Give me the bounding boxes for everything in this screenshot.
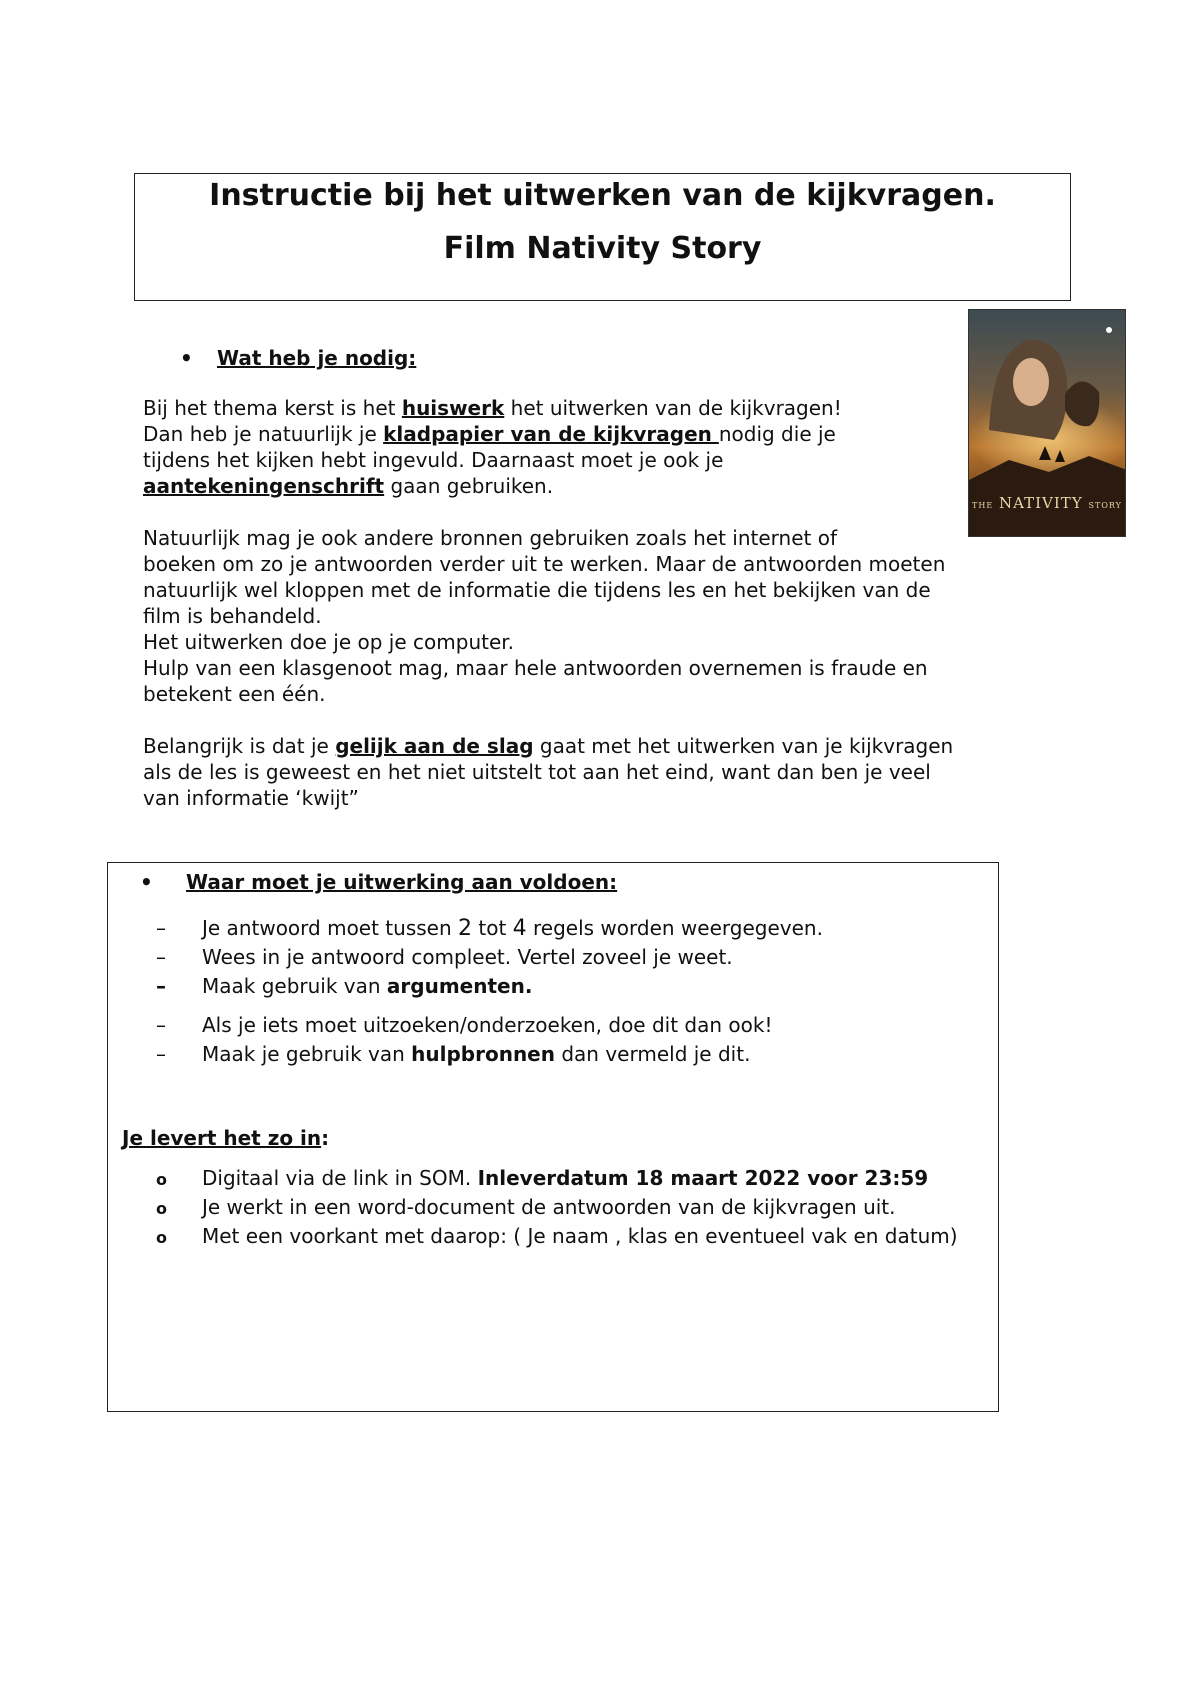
emphasis-text: gelijk aan de slag: [335, 734, 534, 758]
paragraph-line: tijdens het kijken hebt ingevuld. Daarnaast moet je ook je: [143, 448, 724, 472]
emphasis-text: argumenten.: [386, 974, 533, 998]
submission-list: [156, 1165, 976, 1252]
dash-icon: –: [156, 1042, 166, 1066]
heading-colon: :: [321, 1126, 330, 1150]
text-run: Wees in je antwoord compleet. Vertel zoveel je weet.: [202, 945, 733, 969]
paragraph-line: [143, 421, 1073, 447]
dash-icon: –: [156, 945, 166, 969]
paragraph-line: van informatie ‘kwijt”: [143, 786, 359, 810]
paragraph-line: betekent een één.: [143, 682, 326, 706]
dash-icon: –: [156, 974, 166, 998]
paragraph-line: Natuurlijk mag je ook andere bronnen gebruiken zoals het internet of: [143, 526, 838, 550]
circle-bullet-icon: o: [156, 1228, 167, 1247]
deadline-text: Inleverdatum 18 maart 2022 voor 23:59: [477, 1166, 929, 1190]
emphasis-text: hulpbronnen: [411, 1042, 555, 1066]
list-item: [156, 1041, 823, 1070]
bullet-icon: •: [140, 870, 153, 894]
text-run: regels worden weergegeven.: [526, 916, 823, 940]
list-item: [156, 1194, 976, 1220]
poster-title-the: THE: [972, 501, 994, 510]
emphasis-text: aantekeningenschrift: [143, 474, 385, 498]
list-item: [156, 1223, 976, 1249]
paragraph-line: boeken om zo je antwoorden verder uit te werken. Maar de antwoorden moeten: [143, 552, 946, 576]
text-run: Bij het thema kerst is het: [143, 396, 402, 420]
requirements-heading: [140, 869, 618, 895]
text-run: Je antwoord moet tussen: [202, 916, 459, 940]
poster-title-nativity: NATIVITY: [998, 494, 1083, 512]
text-run: dan vermeld je dit.: [555, 1042, 751, 1066]
submission-heading: [122, 1125, 329, 1151]
text-run: Met een voorkant met daarop: ( Je naam , klas en eventueel vak en datum): [202, 1224, 958, 1248]
text-run: gaan gebruiken.: [384, 474, 554, 498]
bullet-icon: •: [180, 346, 193, 370]
requirements-list: [156, 915, 823, 1070]
paragraph-line: natuurlijk wel kloppen met de informatie die tijdens les en het bekijken van de: [143, 578, 931, 602]
text-run: tot: [472, 916, 513, 940]
paragraph-line: Hulp van een klasgenoot mag, maar hele antwoorden overnemen is fraude en: [143, 656, 928, 680]
requirements-box: [107, 862, 999, 1412]
number-text: 2: [458, 916, 473, 941]
list-item: [156, 973, 823, 1002]
list-item: [156, 915, 823, 944]
text-run: Maak je gebruik van: [202, 1042, 412, 1066]
text-run: gaat met het uitwerken van je kijkvragen: [533, 734, 954, 758]
text-run: het uitwerken van de kijkvragen!: [504, 396, 842, 420]
poster-title-story: STORY: [1088, 501, 1122, 510]
text-run: Belangrijk is dat je: [143, 734, 336, 758]
circle-bullet-icon: o: [156, 1199, 167, 1218]
text-run: Digitaal via de link in SOM.: [202, 1166, 478, 1190]
section-heading: [143, 345, 1073, 375]
list-item: [156, 1165, 976, 1191]
list-item: [156, 1012, 823, 1041]
paragraph-line: [143, 733, 1073, 759]
paragraph-line: [143, 473, 1073, 499]
document-title: Instructie bij het uitwerken van de kijkvragen.: [209, 178, 996, 213]
circle-bullet-icon: o: [156, 1170, 167, 1189]
list-item: [156, 944, 823, 973]
text-run: Als je iets moet uitzoeken/onderzoeken, doe dit dan ook!: [202, 1013, 773, 1037]
heading-text: Wat heb je nodig:: [217, 346, 417, 370]
text-run: Maak gebruik van: [202, 974, 387, 998]
heading-text: Je levert het zo in: [122, 1126, 322, 1150]
section-what-you-need: [143, 345, 1073, 811]
paragraph-line: als de les is geweest en het niet uitstelt tot aan het eind, want dan ben je veel: [143, 760, 931, 784]
paragraph-line: [143, 395, 1073, 421]
document-subtitle: Film Nativity Story: [443, 231, 762, 266]
dash-icon: –: [156, 916, 166, 940]
text-run: Dan heb je natuurlijk je: [143, 422, 384, 446]
text-run: Je werkt in een word-document de antwoorden van de kijkvragen uit.: [202, 1195, 896, 1219]
dash-icon: –: [156, 1013, 166, 1037]
emphasis-text: huiswerk: [401, 396, 505, 420]
heading-text: Waar moet je uitwerking aan voldoen:: [186, 870, 618, 894]
text-run: nodig die je: [718, 422, 836, 446]
title-box: [134, 173, 1071, 301]
emphasis-text: kladpapier van de kijkvragen: [383, 422, 719, 446]
paragraph-line: film is behandeld.: [143, 604, 322, 628]
number-text: 4: [512, 916, 527, 941]
paragraph-line: Het uitwerken doe je op je computer.: [143, 630, 515, 654]
